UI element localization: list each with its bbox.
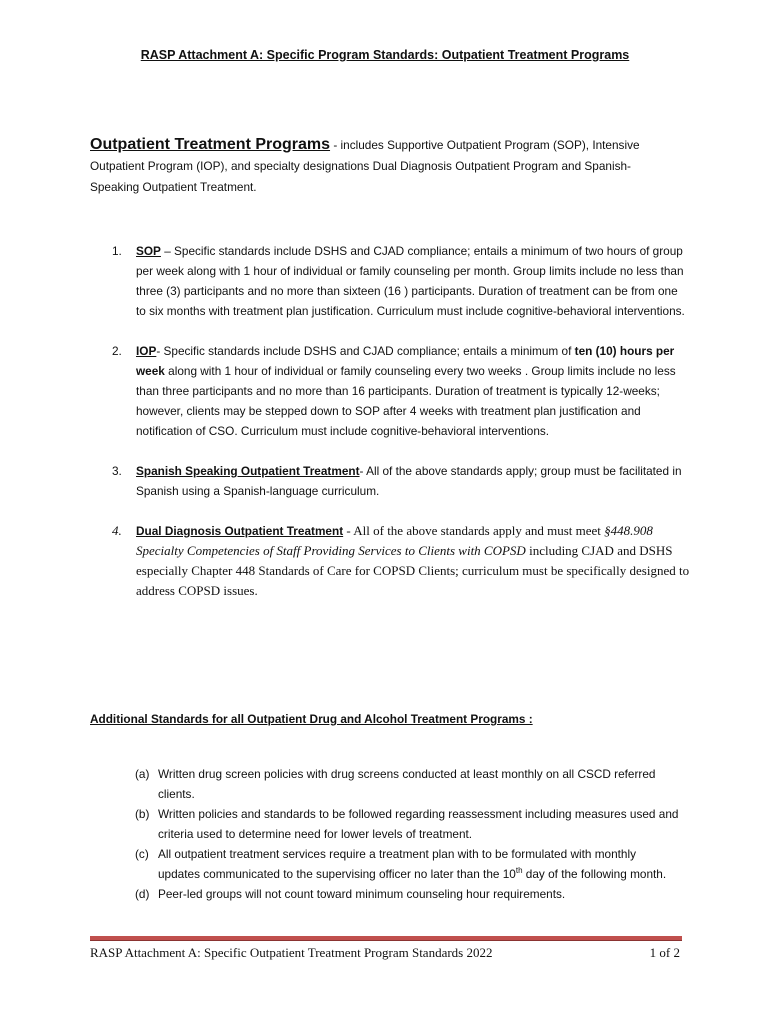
program-text: - Specific standards include DSHS and CJAD compliance; entails a minimum of	[156, 344, 575, 358]
footer-title: RASP Attachment A: Specific Outpatient Treatment Program Standards 2022	[90, 945, 493, 960]
standard-text: Peer-led groups will not count toward minimum counseling hour requirements.	[158, 887, 566, 901]
standard-item	[90, 884, 680, 904]
page-number: 1 of 2	[649, 945, 680, 960]
standard-text: Written policies and standards to be followed regarding reassessment including measures used and criteria used to determine need for lower levels of treatment.	[158, 807, 679, 841]
program-term: IOP	[136, 344, 157, 358]
program-text: along with 1 hour of individual or family counseling every two weeks . Group limits include no less than three participants and no more than 16 participants. Duration of treatment is typically 12-weeks; however, clients may be stepped down to SOP after 4 weeks with treatment plan justification and notification of CSO. Curriculum must include cognitive-behavioral interventions.	[136, 364, 676, 438]
program-term: Spanish Speaking Outpatient Treatment	[136, 464, 360, 478]
standard-label: (a)	[135, 767, 150, 781]
standard-text: Written drug screen policies with drug screens conducted at least monthly on all CSCD referred clients.	[158, 767, 656, 801]
program-list	[90, 241, 690, 601]
program-number: 3.	[112, 464, 122, 478]
intro-paragraph	[90, 134, 680, 198]
program-number: 2.	[112, 344, 122, 358]
program-number: 4.	[112, 523, 122, 538]
standard-text: All outpatient treatment services require a treatment plan with to be formulated with monthly updates communicated to the supervising officer no later than the 10	[158, 847, 637, 881]
standard-label: (d)	[135, 887, 150, 901]
standard-label: (c)	[135, 847, 149, 861]
program-text: including CJAD and DSHS especially Chapter 448 Standards of Care for COPSD Clients; curriculum must be specifically designed to address COPSD issues.	[136, 543, 690, 598]
additional-standards-list	[90, 764, 680, 904]
program-term: SOP	[136, 244, 161, 258]
program-emphasis: ten (10) hours per week	[136, 344, 675, 378]
footer-rule-shadow	[90, 940, 682, 941]
program-item-dual-diagnosis	[90, 521, 690, 601]
intro-lead: Outpatient Treatment Programs	[90, 136, 331, 153]
standard-superscript: th	[515, 866, 523, 876]
standard-item	[90, 804, 680, 844]
program-item-iop	[90, 341, 690, 441]
program-citation: §448.908 Specialty Competencies of Staff Providing Services to Clients with COPSD	[136, 523, 653, 558]
program-text: - All of the above standards apply and must meet	[343, 523, 605, 538]
intro-text: - includes Supportive Outpatient Program (SOP), Intensive Outpatient Program (IOP), and specialty designations Dual Diagnosis Outpatient Program and Spanish-Speaking Outpatient Treatment.	[90, 138, 640, 194]
standard-label: (b)	[135, 807, 150, 821]
program-text: - All of the above standards apply; group must be facilitated in Spanish using a Spanish-language curriculum.	[136, 464, 682, 498]
program-item-sop	[90, 241, 690, 321]
program-text: – Specific standards include DSHS and CJAD compliance; entails a minimum of two hours of group per week along with 1 hour of individual or family counseling per month. Group limits include no less than three (3) participants and no more than sixteen (16 ) participants. Duration of treatment can be from one to six months with treatment plan justification. Curriculum must include cognitive-behavioral interventions.	[136, 244, 685, 318]
standard-item	[90, 764, 680, 804]
standard-text: day of the following month.	[522, 867, 667, 881]
page-header-title: RASP Attachment A: Specific Program Standards: Outpatient Treatment Programs	[140, 48, 630, 62]
additional-standards-heading: Additional Standards for all Outpatient Drug and Alcohol Treatment Programs :	[90, 712, 533, 726]
program-number: 1.	[112, 244, 122, 258]
program-term: Dual Diagnosis Outpatient Treatment	[136, 524, 344, 538]
program-item-spanish	[90, 461, 690, 501]
standard-item	[90, 844, 680, 884]
